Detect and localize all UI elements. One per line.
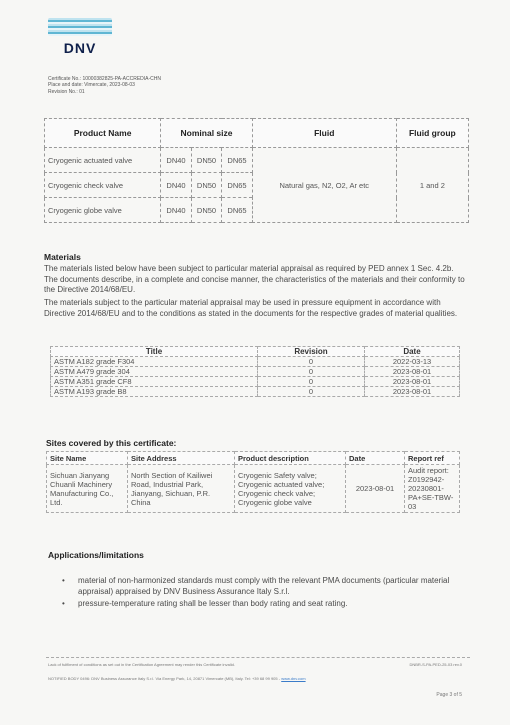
footer-address: NOTIFIED BODY 0496: DNV Business Assurance Italy S.r.l. Via Energy Park, 14, 20871 Vimercate (MB), Italy. Tel: +39 68 99 905 - (48, 676, 281, 681)
footer-notified-body (48, 676, 306, 681)
table-row (47, 465, 460, 513)
size-cell: DN50 (191, 198, 222, 223)
header-report-ref: Report ref (405, 452, 460, 465)
certificate-meta (48, 76, 161, 95)
table-row (51, 387, 460, 397)
table-row (45, 148, 469, 173)
material-date: 2023-08-01 (365, 387, 460, 397)
footer-disclaimer: Lack of fulfilment of conditions as set out in the Certification Agreement may render this Certificate invalid. (48, 662, 235, 667)
header-product-name: Product Name (45, 119, 161, 148)
products-header-row (45, 119, 469, 148)
footer-divider (46, 657, 470, 658)
table-row (51, 377, 460, 387)
material-revision: 0 (258, 357, 365, 367)
sites-heading: Sites covered by this certificate: (46, 438, 177, 448)
material-revision: 0 (258, 387, 365, 397)
size-cell: DN65 (222, 173, 253, 198)
site-address: North Section of Kailiwei Road, Industrial Park, Jianyang, Sichuan, P.R. China (128, 465, 235, 513)
table-row (51, 357, 460, 367)
header-site-date: Date (346, 452, 405, 465)
site-product-description: Cryogenic Safety valve; Cryogenic actuated valve; Cryogenic check valve; Cryogenic globe valve (235, 465, 346, 513)
fluid-cell: Natural gas, N2, O2, Ar etc (252, 148, 396, 223)
header-date: Date (365, 347, 460, 357)
materials-table (50, 346, 460, 397)
product-name: Cryogenic globe valve (45, 198, 161, 223)
header-fluid: Fluid (252, 119, 396, 148)
applications-list (62, 576, 462, 612)
material-title: ASTM A479 grade 304 (51, 367, 258, 377)
revision-number: Revision No.: 01 (48, 88, 85, 95)
place-date: Place and date: Vimercate, 2023-08-03 (48, 82, 135, 89)
materials-paragraph-1: The materials listed below have been subject to particular material appraisal as required by PED annex 1 Sec. 4.2b. The documents describe, in a complete and concise manner, the characteristics of the materials and their conformity to the Directive 2014/68/EU. (44, 264, 465, 294)
materials-heading: Materials (44, 252, 81, 262)
header-product-description: Product description (235, 452, 346, 465)
header-site-name: Site Name (47, 452, 128, 465)
site-name: Sichuan Jianyang Chuanli Machinery Manufacturing Co., Ltd. (47, 465, 128, 513)
logo-text: DNV (63, 40, 97, 56)
size-cell: DN40 (161, 173, 192, 198)
site-report-ref: Audit report: Z0192942-20230801-PA+SE-TBW-03 (405, 465, 460, 513)
material-date: 2022-03-13 (365, 357, 460, 367)
fluid-group-cell: 1 and 2 (396, 148, 468, 223)
materials-paragraph-2: The materials subject to the particular material appraisal may be used in pressure equipment in accordance with Directive 2014/68/EU and to the conditions as stated in the documents for the respective grades of material qualities. (44, 298, 458, 318)
size-cell: DN40 (161, 148, 192, 173)
page-number: Page 3 of 5 (436, 692, 462, 698)
materials-header-row (51, 347, 460, 357)
list-item: • material of non-harmonized standards must comply with the relevant PMA documents (particular material appraisal) appraised by DNV Business Assurance Italy S.r.l. (62, 576, 462, 597)
site-date: 2023-08-01 (346, 465, 405, 513)
size-cell: DN40 (161, 198, 192, 223)
material-title: ASTM A193 grade B8 (51, 387, 258, 397)
applications-heading: Applications/limitations (48, 550, 144, 560)
product-name: Cryogenic check valve (45, 173, 161, 198)
header-nominal-size: Nominal size (161, 119, 253, 148)
header-title: Title (51, 347, 258, 357)
material-revision: 0 (258, 367, 365, 377)
footer-website-link[interactable]: www.dnv.com (281, 676, 306, 681)
material-date: 2023-08-01 (365, 377, 460, 387)
material-title: ASTM A182 grade F304 (51, 357, 258, 367)
size-cell: DN65 (222, 198, 253, 223)
size-cell: DN50 (191, 148, 222, 173)
header-revision: Revision (258, 347, 365, 357)
material-revision: 0 (258, 377, 365, 387)
dnv-logo (48, 18, 112, 56)
product-name: Cryogenic actuated valve (45, 148, 161, 173)
table-row (51, 367, 460, 377)
size-cell: DN65 (222, 148, 253, 173)
header-site-address: Site Address (128, 452, 235, 465)
sites-table (46, 451, 460, 513)
size-cell: DN50 (191, 173, 222, 198)
footer-document-code: DNBR-S-PA-PED-25-03 rev.0 (409, 662, 462, 667)
material-title: ASTM A351 grade CF8 (51, 377, 258, 387)
list-item: • pressure-temperature rating shall be lesser than body rating and seat rating. (62, 599, 462, 610)
certificate-number: Certificate No.: 10000382825-PA-ACCREDIA-CHN (48, 76, 162, 82)
header-fluid-group: Fluid group (396, 119, 468, 148)
dnv-wave-mark (48, 18, 112, 36)
material-date: 2023-08-01 (365, 367, 460, 377)
products-table (44, 118, 469, 223)
sites-header-row (47, 452, 460, 465)
